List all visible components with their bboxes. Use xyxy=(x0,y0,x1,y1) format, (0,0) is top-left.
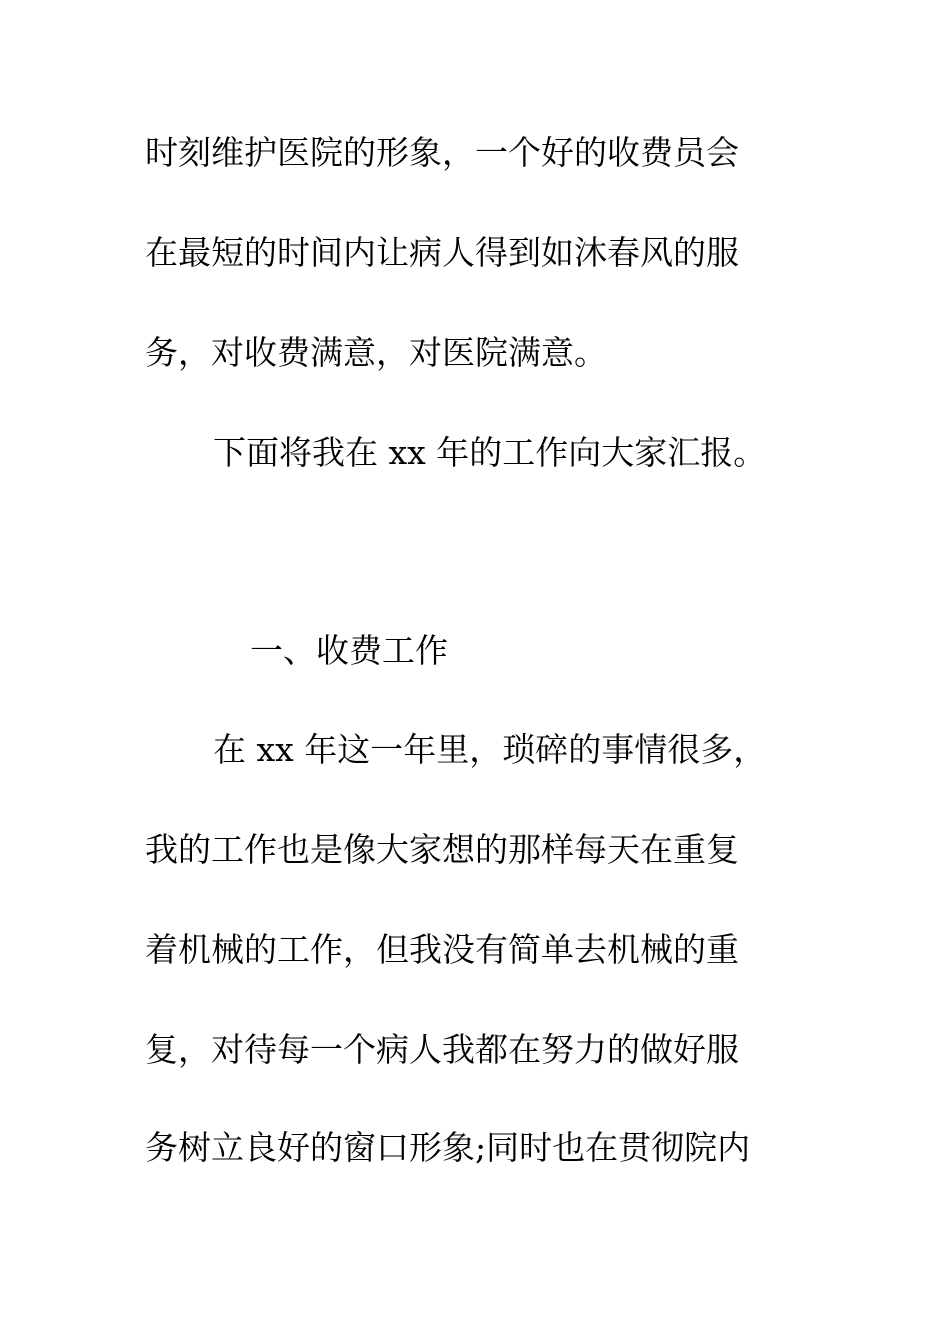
paragraph-1-line-3: 务，对收费满意，对医院满意。 xyxy=(145,333,607,372)
section-heading: 一、收费工作 xyxy=(250,631,448,670)
paragraph-1-line-1: 时刻维护医院的形象，一个好的收费员会 xyxy=(145,133,739,172)
paragraph-3-line-3: 着机械的工作，但我没有简单去机械的重 xyxy=(145,930,739,969)
paragraph-3-line-1: 在 xx 年这一年里，琐碎的事情很多， xyxy=(213,730,767,769)
paragraph-3-line-4: 复，对待每一个病人我都在努力的做好服 xyxy=(145,1030,739,1069)
paragraph-2-line-1: 下面将我在 xx 年的工作向大家汇报。 xyxy=(213,433,767,472)
paragraph-3-line-5: 务树立良好的窗口形象;同时也在贯彻院内 xyxy=(145,1128,751,1167)
paragraph-1-line-2: 在最短的时间内让病人得到如沐春风的服 xyxy=(145,233,739,272)
paragraph-3-line-2: 我的工作也是像大家想的那样每天在重复 xyxy=(145,830,739,869)
